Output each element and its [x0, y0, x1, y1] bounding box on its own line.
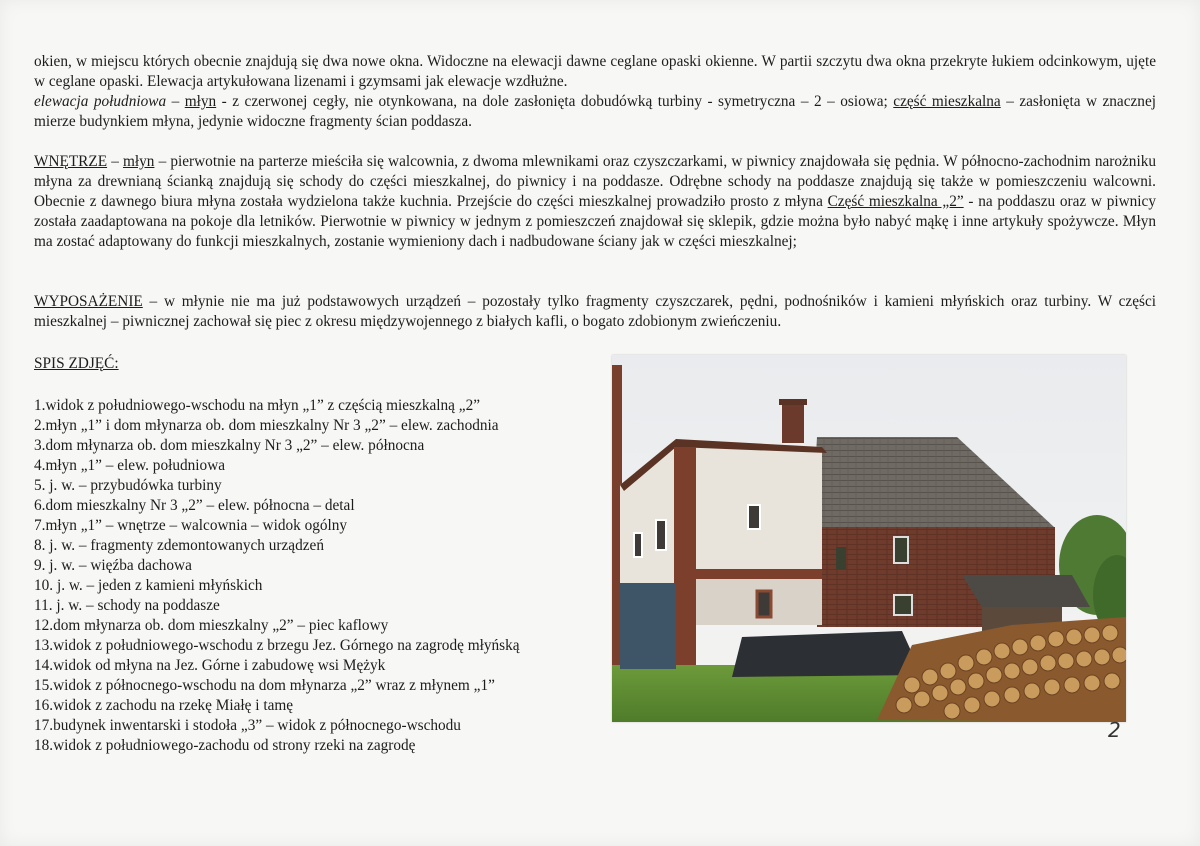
list-item: 3.dom młynarza ob. dom mieszkalny Nr 3 „2” – elew. północna [34, 437, 425, 454]
label-mlyn: młyn [184, 93, 217, 110]
mill-photo [612, 355, 1126, 722]
list-item: 5. j. w. – przybudówka turbiny [34, 477, 222, 494]
list-item: 7.młyn „1” – wnętrze – walcownia – widok ogólny [34, 517, 348, 534]
heading-wyposazenie: WYPOSAŻENIE [34, 293, 143, 310]
list-item: 8. j. w. – fragmenty zdemontowanych urządzeń [34, 537, 324, 554]
list-item: 12.dom młynarza ob. dom mieszkalny „2” – piec kaflowy [34, 617, 389, 634]
list-item: 16.widok z zachodu na rzekę Miałę i tamę [34, 697, 294, 714]
list-item: 4.młyn „1” – elew. południowa [34, 457, 226, 474]
paragraph-text: - z czerwonej cegły, nie otynkowana, na dole zasłonięta dobudówką turbiny - symetryczna – 2 – osiowa; [216, 93, 894, 110]
dash: – [166, 93, 185, 110]
paragraph-text: okien, w miejscu których obecnie znajdują się dwa nowe okna. Widoczne na elewacji dawne ceglane opaski okienne. W partii szczytu dwa okna przekryte łukiem odcinkowym, ujęte w ceglane opaski. Elewacja artykułowana lizenami i gzymsami jak elewacje wzdłużne. [34, 53, 1156, 90]
list-item: 2.młyn „1” i dom młynarza ob. dom mieszkalny Nr 3 „2” – elew. zachodnia [34, 417, 499, 434]
paragraph-text: – w młynie nie ma już podstawowych urządzeń – pozostały tylko fragmenty czyszczarek, pędni, podnośników i kamieni młyńskich oraz turbiny. W części mieszkalnej – piwnicznej zachował się piec z okresu międzywojennego z białych kafli, o bogato zdobionym zwieńczeniu. [34, 293, 1156, 330]
label-mlyn: młyn [122, 153, 155, 170]
label-elewacja-poludniowa: elewacja południowa [34, 93, 167, 110]
heading-wnetrze: WNĘTRZE [34, 153, 108, 170]
label-czesc-mieszkalna: część mieszkalna [893, 93, 1001, 110]
list-item: 18.widok z południowego-zachodu od strony rzeki na zagrodę [34, 737, 416, 754]
photo-list [34, 396, 520, 756]
list-item: 17.budynek inwentarski i stodoła „3” – widok z północnego-wschodu [34, 717, 461, 734]
list-item: 9. j. w. – więźba dachowa [34, 557, 192, 574]
mill-photo-image [612, 355, 1126, 722]
paragraph-text: – pierwotnie na parterze mieściła się walcownia, z dwoma mlewnikami oraz czyszczarkami, w piwnicy znajdowała się pędnia. W północno-zachodnim narożniku młyna za drewnianą ścianką znajdują się schody do części mieszkalnej, do piwnicy i na poddasze. Odrębne schody na poddasze znajdują się także w pomieszczeniu walcowni. Obecnie z dawnego biura młyna została wydzielona także kuchnia. Przejście do części mieszkalnej prowadziło prosto z młyna [34, 153, 1156, 210]
paragraph-wnetrze [34, 152, 1156, 252]
photo-list-title: SPIS ZDJĘĆ: [34, 355, 119, 372]
paragraph-wyposazenie [34, 292, 1156, 332]
list-item: 14.widok od młyna na Jez. Górne i zabudowę wsi Mężyk [34, 657, 386, 674]
label-czesc-mieszkalna-2: Część mieszkalna „2” [827, 193, 964, 210]
list-item: 1.widok z południowego-wschodu na młyn „1” z częścią mieszkalną „2” [34, 397, 481, 414]
list-item: 15.widok z północnego-wschodu na dom młynarza „2” wraz z młynem „1” [34, 677, 495, 694]
list-item: 10. j. w. – jeden z kamieni młyńskich [34, 577, 263, 594]
paragraph-elevations [34, 52, 1156, 132]
paragraph-text: – zasłonięta w znacznej mierze budynkiem młyna, jedynie widoczne fragmenty ścian poddasza. [34, 93, 1156, 130]
list-item: 11. j. w. – schody na poddasze [34, 597, 220, 614]
paragraph-text: - na poddaszu oraz w piwnicy została zaadaptowana na pokoje dla letników. Pierwotnie w piwnicy w jednym z pomieszczeń znajdował się sklepik, gdzie można było nabyć mąkę i inne artykuły spożywcze. Młyn ma zostać adaptowany do funkcji mieszkalnych, zostanie wymieniony dach i nadbudowane ściany jak w części mieszkalnej; [34, 193, 1156, 250]
dash: – [107, 153, 123, 170]
list-item: 13.widok z południowego-wschodu z brzegu Jez. Górnego na zagrodę młyńską [34, 637, 520, 654]
page-number: 2 [1108, 718, 1121, 742]
list-item: 6.dom mieszkalny Nr 3 „2” – elew. północna – detal [34, 497, 355, 514]
